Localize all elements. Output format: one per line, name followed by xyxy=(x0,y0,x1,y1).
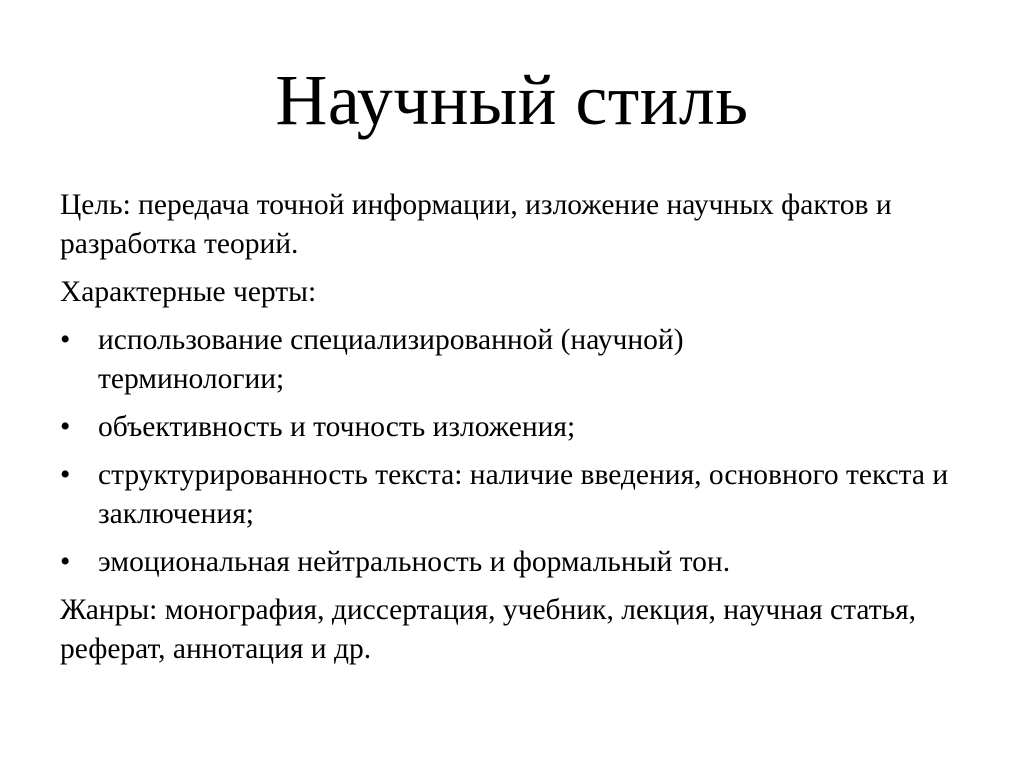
bullet-icon: • xyxy=(60,411,71,443)
list-item xyxy=(60,321,798,399)
list-item xyxy=(60,408,980,447)
features-heading: Характерные черты: xyxy=(60,276,317,308)
bullet-icon: • xyxy=(60,459,71,491)
slide-title: Научный стиль xyxy=(275,60,749,140)
list-item-text: использование специализированной (научной) терминологии; xyxy=(98,324,684,395)
list-item-text: структурированность текста: наличие введения, основного текста и заключения; xyxy=(98,459,949,530)
list-item xyxy=(60,543,980,582)
bullet-icon: • xyxy=(60,324,71,356)
goal-paragraph: Цель: передача точной информации, изложение научных фактов и разработка теорий. xyxy=(60,189,892,260)
genres-paragraph: Жанры: монография, диссертация, учебник, лекция, научная статья, реферат, аннотация и др. xyxy=(60,594,917,665)
bullet-icon: • xyxy=(60,546,71,578)
features-list xyxy=(60,321,980,582)
list-item-text: объективность и точность изложения; xyxy=(98,411,576,443)
list-item xyxy=(60,456,978,534)
slide-body xyxy=(60,186,980,678)
list-item-text: эмоциональная нейтральность и формальный тон. xyxy=(98,546,731,578)
